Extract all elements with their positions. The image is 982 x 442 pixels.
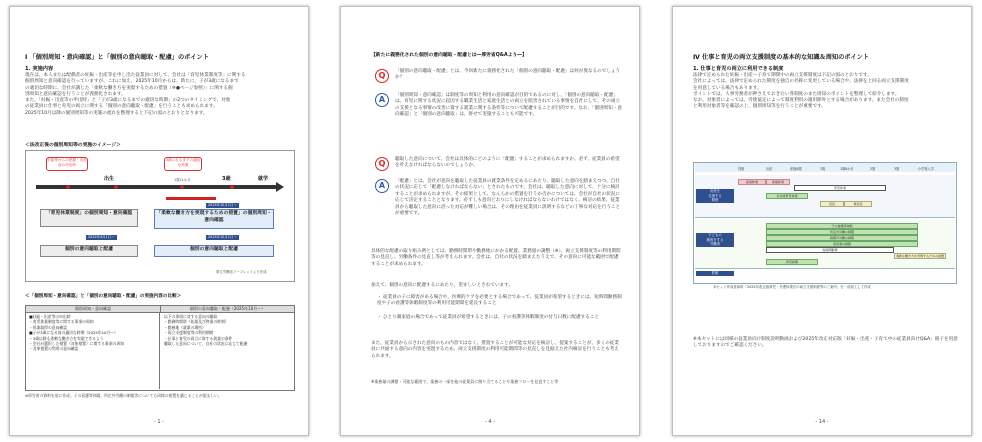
answer-icon: A bbox=[375, 179, 389, 193]
body-paragraph: 法律で定められた妊娠・出産〜子育て期間中の両立支援制度は下記の図のとおりです。 会社によっては、法律で定められた制度を独自の名称に変更している場合や、法律を上回る両立支援制度 を用意している場合もあります。 ポイントでは、人事労務者が押さえておきたい各制度のまた周知のポイントを整理して紹介します。 なお、対象者によっては、労使協定によって制度利用の適用除外とする場合があります。また会社の制度 と利用対象者等を確認の上、個別周知等を行うことが重要です。 bbox=[693, 73, 909, 110]
cell-short-hours: 短時間勤務 bbox=[766, 247, 894, 253]
row-label: 出産を 支援する 制度 bbox=[696, 189, 734, 203]
support-system-diagram bbox=[693, 162, 957, 284]
label-age-1y11m: 1歳11か月 bbox=[174, 178, 191, 182]
header-1y6m: 1歳6か月 bbox=[840, 167, 854, 171]
footnote: ※業務量の調整・可能な範囲で、業務の一部を他の従業員に割り当てることや業務フローを見直すこと等 bbox=[371, 379, 559, 384]
footnote: ※厚労省の資料を基に作成。子の看護等休暇、所定外労働の制限等についても同様の措置を講じることが望ましい。 bbox=[25, 393, 222, 398]
body-paragraph: 加えて、個別の意向に配慮するにあたり、望ましいとされています。 bbox=[371, 283, 513, 288]
box-childcare-notice: 「育児休業制度」の個別周知・意向確認 bbox=[40, 209, 138, 227]
header-3years: 3歳 bbox=[894, 167, 900, 171]
diagram-band bbox=[695, 175, 955, 218]
page-number: - 1 - bbox=[154, 419, 164, 425]
table-header-left: 個別周知・意向確認 bbox=[26, 306, 161, 313]
cell-childcare-leave: 育児休業 bbox=[794, 185, 886, 191]
cell-prenatal-leave: 産前休業 bbox=[738, 179, 766, 185]
header-2years: 2歳 bbox=[870, 167, 876, 171]
section-heading: Ⅰ 「個別周知・意向確認」と「個別の意向聴取・配慮」のポイント bbox=[25, 54, 209, 61]
box-hearing-left: 個別の意向聴取と配慮 bbox=[40, 245, 138, 257]
box-flexible-notice: 「柔軟な働き方を実現するための措置」の個別周知・意向確認 bbox=[154, 209, 274, 229]
header-pregnancy: 妊娠 bbox=[738, 167, 745, 171]
page-number: - 14 - bbox=[815, 419, 829, 425]
body-paragraph: 現在は、本人または配偶者の妊娠・出産等を申し出た従業員に対して、会社は「育児休業制度等」に関する 個別周知と意向確認を行っていますが、これに加え、2025年10月からは、新たに、子が3歳になるまで の適切な時期に、会社が講じた「柔軟な働き方を実現するための措置（※●ページ参照）」に関する個 別周知と意向確認を行うことが義務化されます。 また、「妊娠・出産等の申出時」と「子が3歳になるまでの適切な時期」の2つのタイミングで、対象 の従業員に仕事と育児の両立に関する「個別の意向聴取・配慮」を行うことも求められます。 2025年10月以降の個別周知等の実施の流れを整理すると下記の図のとおりとなります。 bbox=[25, 73, 246, 116]
timeline-arrow-icon bbox=[276, 182, 284, 192]
row-label: 妊娠 bbox=[696, 271, 734, 276]
date-tag: 2025年10月1日〜 bbox=[208, 235, 237, 239]
body-paragraph: また、従業員から示された意向のもの内容ではなく、措置することが可能な対応を検討し、提案することが、多くの従業員に共通する意向の内容を実現するため、両立支援制度の利用可能期間等の見直しを見据えた社内検討を行うことも考えられます。 bbox=[371, 341, 619, 359]
qa-section-title: 【新たに義務化された個別の意向聴取・配慮とは―厚労省Q&Aより―】 bbox=[371, 53, 527, 58]
footnote: ※本セットには同様の従業員向け制度説明動画および2025年改正対応版「妊娠・出産・子育て中の従業員向けQ&A」冊子を用意しておりますのでご確認ください。 bbox=[693, 337, 958, 349]
section-heading: Ⅳ 仕事と育児の両立支援制度の基本的な知識＆周知のポイント bbox=[693, 54, 870, 61]
date-tag: 2025年10月1日〜 bbox=[208, 203, 237, 207]
cell-night-work-limit: 深夜業の制限 bbox=[766, 241, 918, 247]
cell-flexible-measures: 柔軟な働き方を実現するための措置 bbox=[895, 254, 944, 258]
question-text: 「個別の意向聴取・配慮」とは、今回新たに義務化された「個別の意向聴取・配慮」は何が異なるのでしょうか？ bbox=[395, 69, 621, 81]
callout-left: 妊娠等からの把握・出産前の申出時 bbox=[46, 157, 88, 171]
label-birth: 出生 bbox=[104, 176, 115, 182]
timeline-bar bbox=[36, 185, 276, 189]
question-icon: Q bbox=[375, 157, 389, 171]
marker-dot-icon bbox=[66, 185, 70, 189]
figure-title: ＜法改正後の個別周知等の実施のイメージ＞ bbox=[25, 143, 121, 148]
question-text: 聴取した意向について、会社は具体的にどのように「配慮」することが求められますか。必ず、従業員の希望を叶えなければならないのでしょうか。 bbox=[395, 157, 620, 169]
document-page-1 bbox=[9, 6, 309, 436]
page-number: - 4 - bbox=[485, 419, 495, 425]
document-page-2 bbox=[340, 6, 640, 436]
figure-source: 厚生労働省リーフレットより作成 bbox=[216, 270, 267, 274]
answer-text: 「配慮」とは、会社が意向を聴取した従業員の就業条件を定めるにあたり、聴取した意向を踏まえつつ、自社の状況に応じて「配慮しなければならない」とされたものです。会社は、聴取した意向に対して、十分に検討することが求められますが、その結果として、なんらかの措置を行うか否かについては、会社が自社の状況に応じて決定することとなります。必ずしも意向どおりにしなければならないわけではなく、検討の結果、従業員から聴取した意向に沿った対応が難しい場合は、その理由を従業員に説明するなどの丁寧な対応を行うことが重要です。 bbox=[395, 179, 621, 217]
header-birth: 出産 bbox=[766, 167, 773, 171]
header-school: 小学校入学 bbox=[918, 167, 934, 171]
body-paragraph: 具体的な配慮の取り組み例としては、勤務時間帯や勤務地にかかる配置、業務量の調整（※）、両立支援制度等の利用期間等の見直し、労働条件の見直し等が考えられます。会社は、自社の状況を踏まえたうえで、その意向に可能な範囲で配慮することが求められます。 bbox=[371, 249, 621, 267]
table-cell-left: ■妊娠・出産等の申出時 ・育児休業制度等に関する事項の周知 ・休業取得の意向確認 ■子が3歳になる前の適切な時期（2025年10月〜） ・3歳以降も柔軟な働き方を実現できるよう ・会社が選択した措置（対象措置）に関する事項の周知 ・対象措置の利用の意向確認 bbox=[26, 313, 160, 389]
callout-right: 3歳になるまでの適切な時期 bbox=[164, 157, 202, 171]
cell-nursing-time: 育児時間 bbox=[766, 259, 818, 265]
document-page-3 bbox=[672, 6, 972, 436]
header-8weeks: 産後8週 bbox=[790, 167, 802, 171]
timeline-figure bbox=[25, 150, 295, 282]
answer-text: 「個別周知・意向確認」は制度等の周知と利用の意向確認が目的であるのに対し、「個別の意向聴取・配慮」は、育児に関する状況に起因する職業生活と家庭生活との両立を阻害されている事情を自社にして、その両立の支援となる事情の改善に資する就業に関する条件等について配慮することが目的です。なお、「個別周知・意向確認」と「個別の意向聴取」は、併せて実施することも可能です。 bbox=[395, 93, 622, 118]
date-tag: 2022年4月1日〜 bbox=[88, 235, 115, 239]
table-title: ＜「個別周知・意向確認」と「個別の意向聴取・配慮」の実施内容の比較＞ bbox=[25, 294, 182, 299]
answer-icon: A bbox=[375, 93, 389, 107]
bullet-item: ・ 従業員の子に障害がある場合や、医療的ケアを必要とする場合であって、従業員が希望するときには、短時間勤務制度や子の看護等休暇制度等の利用可能期間を延長すること bbox=[377, 295, 622, 307]
bullet-item: ・ ひとり親家庭の場合であって従業員が希望するときには、子の看護等休暇制度の付与日数に配慮すること bbox=[377, 315, 599, 320]
marker-dot-icon bbox=[230, 185, 234, 189]
period-bar bbox=[166, 197, 216, 200]
cell-re-extension: 再延長 bbox=[844, 201, 872, 207]
label-age3: 3歳 bbox=[222, 176, 231, 182]
row-label: 子どもの 養育をする 労働者 bbox=[696, 233, 734, 247]
marker-dot-icon bbox=[114, 185, 118, 189]
comparison-table bbox=[25, 305, 295, 391]
cell-paternity-leave: 出生時育児休業 bbox=[766, 193, 808, 199]
header-1year: 1歳 bbox=[820, 167, 826, 171]
label-school: 就学 bbox=[258, 176, 269, 182]
table-cell-right: 以下の事項に対する意向の聴取 ・勤務時間帯（始業及び終業の時刻） ・勤務地（就業の場所） ・両立支援制度等の利用期間 ・仕事と育児の両立に資する就業の条件 聴取した意向について、自社の状況に応じて配慮 bbox=[164, 314, 248, 347]
table-header-right: 個別の意向聴取・配慮（2025年10月〜） bbox=[161, 306, 294, 313]
cell-extension: 延長 bbox=[820, 201, 844, 207]
question-icon: Q bbox=[375, 69, 389, 83]
marker-dot-icon bbox=[180, 185, 184, 189]
cell-overtime-limit: 時間外労働の制限 bbox=[766, 235, 918, 241]
subheading: 1. 実施内容 bbox=[25, 66, 54, 72]
subheading: 1. 仕事と育児の両立に利用できる制度 bbox=[693, 66, 784, 72]
diagram-source: 本セット作成者資料「2025年改正版育児・介護休業法の両立支援制度等のご案内」を一部加工して作成 bbox=[713, 285, 871, 289]
cell-postnatal-leave: 産後休業 bbox=[766, 179, 790, 185]
cell-nursing-leave: 子の看護等休暇 bbox=[766, 223, 918, 229]
cell-overtime-restriction: 所定外労働の制限 bbox=[766, 229, 918, 235]
box-hearing-right: 個別の意向聴取と配慮 bbox=[154, 245, 274, 257]
